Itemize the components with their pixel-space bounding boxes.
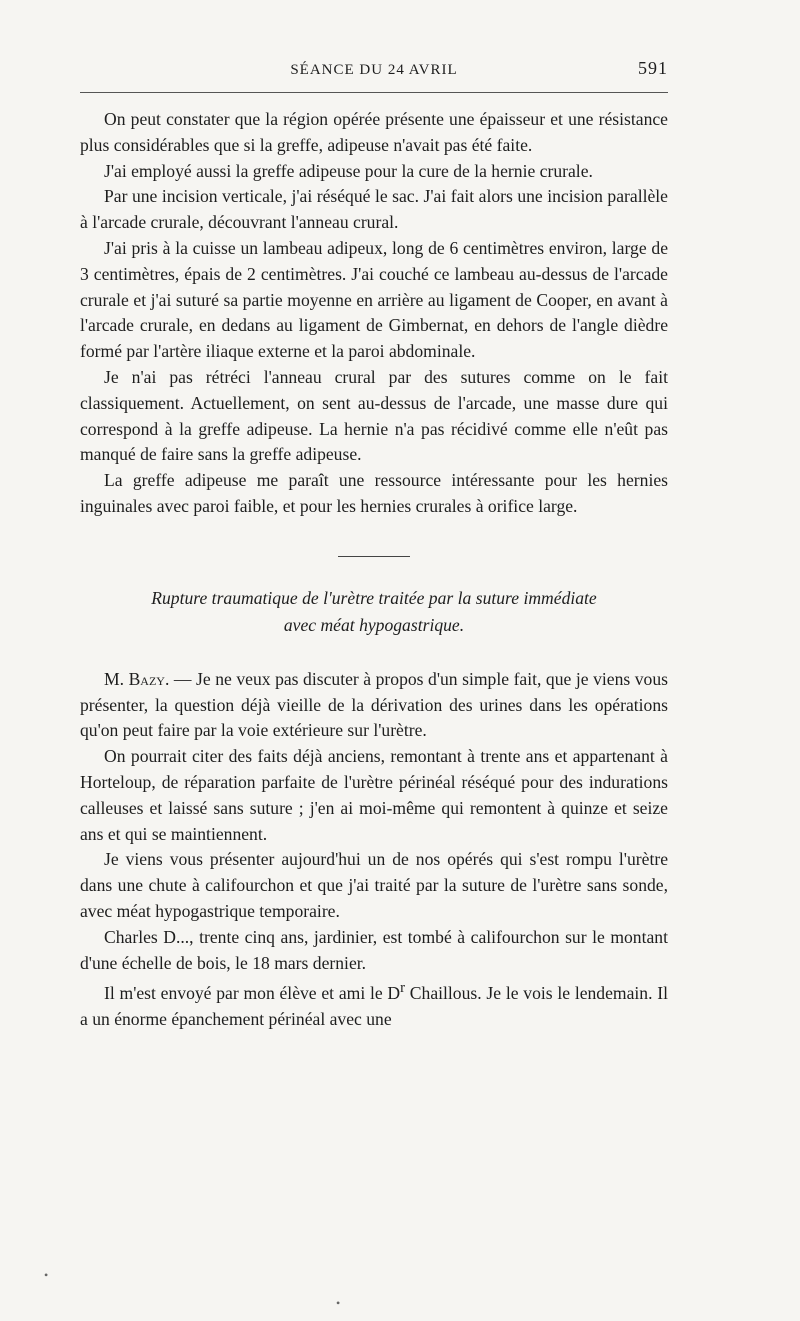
book-page <box>80 58 668 1033</box>
header-rule <box>80 92 668 93</box>
paragraph-text: Il m'est envoyé par mon élève et ami le D <box>104 983 401 1004</box>
paragraph: Charles D..., trente cinq ans, jardinier, est tombé à califourchon sur le montant d'une échelle de bois, le 18 mars dernier. <box>80 926 668 973</box>
section-separator <box>338 556 410 557</box>
page-number: 591 <box>638 58 668 78</box>
section-title-line: Rupture traumatique de l'urètre traitée par la suture immédiate <box>151 587 597 608</box>
paragraph: Je n'ai pas rétréci l'anneau crural par des sutures comme on le fait classiquement. Actuellement, on sent au-dessus de l'arcade, une masse dure qui correspond à la greffe adipeuse. La hernie n'a pas récidivé comme elle n'eût pas manqué de faire sans la greffe adipeuse. <box>80 366 668 465</box>
paragraph <box>80 667 668 744</box>
paragraph-text: — Je ne veux pas discuter à propos d'un simple fait, que je viens vous présenter, la question déjà vieille de la dérivation des urines dans les opérations qu'on peut faire par la voie extérieure sur l'urètre. <box>80 668 668 741</box>
scan-speck: • <box>336 1296 341 1310</box>
running-head <box>80 58 668 86</box>
scan-speck: • <box>44 1268 49 1282</box>
running-title: SÉANCE DU 24 AVRIL <box>290 62 458 78</box>
paragraph: On peut constater que la région opérée présente une épaisseur et une résistance plus considérables que si la greffe, adipeuse n'avait pas été faite. <box>80 109 668 155</box>
paragraph-text: Chaillous. Je le vois le lendemain. Il a un énorme épanchement périnéal avec une <box>80 983 669 1029</box>
section-title-line: avec méat hypogastrique. <box>283 614 465 635</box>
superscript: r <box>400 980 406 997</box>
speaker-name: M. Bazy. <box>104 668 170 689</box>
paragraph: On pourrait citer des faits déjà anciens, remontant à trente ans et appartenant à Horteloup, de réparation parfaite de l'urètre périnéal réséqué pour des indurations calleuses et laissé sans suture ; j'en ai moi-même qui remontent à quinze et seize ans et qui se maintiennent. <box>80 746 668 844</box>
body-text-before <box>80 107 668 520</box>
paragraph: J'ai pris à la cuisse un lambeau adipeux, long de 6 centimètres environ, large de 3 centimètres, épais de 2 centimètres. J'ai couché ce lambeau au-dessus de l'arcade crurale et j'ai suturé sa partie moyenne en arrière au ligament de Cooper, en avant à l'arcade crurale, en dedans au ligament de Gimbernat, en dehors de l'angle dièdre formé par l'artère iliaque externe et la paroi abdominale. <box>80 237 668 362</box>
body-text-after <box>80 667 668 1033</box>
section-title <box>80 585 668 639</box>
paragraph <box>80 976 668 1032</box>
paragraph: Je viens vous présenter aujourd'hui un de nos opérés qui s'est rompu l'urètre dans une chute à califourchon et que j'ai traité par la suture de l'urètre sans sonde, avec méat hypogastrique temporaire. <box>80 849 668 921</box>
paragraph: Par une incision verticale, j'ai réséqué le sac. J'ai fait alors une incision parallèle à l'arcade crurale, découvrant l'anneau crural. <box>80 186 668 233</box>
paragraph: J'ai employé aussi la greffe adipeuse pour la cure de la hernie crurale. <box>104 160 593 181</box>
paragraph: La greffe adipeuse me paraît une ressource intéressante pour les hernies inguinales avec paroi faible, et pour les hernies crurales à orifice large. <box>80 470 668 516</box>
